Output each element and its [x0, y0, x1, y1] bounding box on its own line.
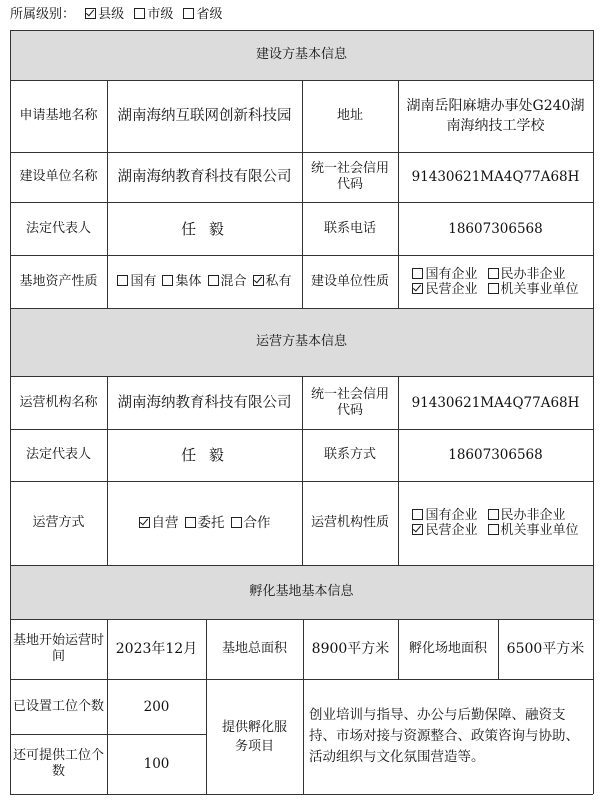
asset-option-state[interactable]: 国有	[117, 274, 156, 290]
builder-phone-label: 联系电话	[323, 220, 376, 236]
operator-nature-nonprofit-checkbox[interactable]	[488, 509, 499, 520]
builder-nature-option-nonprofit[interactable]: 民办非企业	[488, 267, 579, 282]
table-column-line	[398, 619, 399, 679]
operation-mode-label: 运营方式	[32, 515, 85, 530]
level-province-checkbox[interactable]	[183, 8, 194, 19]
address-value: 湖南岳阳麻塘办事处G240湖南海纳技工学校	[406, 98, 585, 134]
builder-nature-label: 建设单位性质	[310, 273, 389, 289]
table-border-left	[10, 30, 11, 794]
incubation-area-value: 6500平方米	[506, 641, 585, 657]
table-column-line	[107, 619, 108, 794]
table-border-right	[593, 30, 594, 794]
total-area-value: 8900平方米	[311, 641, 390, 657]
table-line	[10, 619, 593, 620]
table-column-line	[107, 80, 108, 308]
applicant-name-value: 湖南海纳互联网创新科技园	[117, 108, 292, 124]
asset-option-collective[interactable]: 集体	[162, 274, 201, 290]
operator-nature-options	[398, 481, 593, 565]
builder-nature-option-government[interactable]: 机关事业单位	[488, 282, 579, 297]
services-label: 提供孵化服务项目	[221, 719, 287, 754]
builder-legal-label: 法定代表人	[25, 220, 91, 236]
asset-collective-checkbox[interactable]	[162, 275, 173, 286]
table-border-top	[10, 30, 593, 31]
builder-legal-value: 任 毅	[181, 219, 228, 238]
table-line	[10, 679, 593, 680]
operator-nature-private-checkbox[interactable]	[412, 524, 423, 535]
operator-org-label: 运营机构名称	[19, 394, 98, 410]
builder-phone-value: 18607306568	[448, 220, 543, 237]
level-option-county[interactable]: 县级	[85, 7, 124, 22]
builder-nature-government-checkbox[interactable]	[488, 283, 499, 294]
table-column-line	[302, 80, 303, 308]
level-label: 所属级别：	[10, 7, 76, 22]
builder-credit-label: 统一社会信用代码	[310, 161, 389, 192]
builder-nature-private-checkbox[interactable]	[412, 283, 423, 294]
operator-nature-government-checkbox[interactable]	[488, 524, 499, 535]
level-selection	[10, 5, 222, 25]
start-time-value: 2023年12月	[115, 641, 198, 657]
builder-nature-state-checkbox[interactable]	[412, 268, 423, 279]
table-column-line	[398, 80, 399, 308]
stations-available-label: 还可提供工位个数	[13, 748, 105, 779]
table-column-line	[206, 619, 207, 794]
table-line	[10, 565, 593, 566]
operator-contact-value: 18607306568	[448, 447, 543, 463]
operator-legal-value: 任 毅	[181, 446, 228, 464]
operator-nature-option-nonprofit[interactable]: 民办非企业	[488, 508, 579, 523]
asset-nature-options	[107, 255, 302, 308]
asset-option-private[interactable]: 私有	[253, 274, 292, 290]
asset-nature-label: 基地资产性质	[19, 273, 98, 289]
operator-credit-value: 91430621MA4Q77A68H	[411, 394, 580, 411]
operator-nature-option-private[interactable]: 民营企业	[412, 523, 477, 538]
incubator-section-header: 孵化基地基本信息	[10, 565, 593, 619]
builder-unit-value: 湖南海纳教育科技有限公司	[117, 169, 292, 185]
asset-mixed-checkbox[interactable]	[208, 275, 219, 286]
table-column-line	[398, 376, 399, 565]
mode-option-cooperation[interactable]: 合作	[231, 515, 271, 531]
asset-option-mixed[interactable]: 混合	[208, 274, 247, 290]
mode-cooperation-checkbox[interactable]	[231, 517, 242, 528]
level-county-checkbox[interactable]	[85, 8, 96, 19]
stations-available-value: 100	[143, 756, 170, 772]
mode-option-entrusted[interactable]: 委托	[185, 515, 225, 531]
operator-legal-label: 法定代表人	[25, 447, 91, 462]
table-line	[10, 308, 593, 309]
applicant-name-label: 申请基地名称	[19, 108, 98, 123]
total-area-label: 基地总面积	[221, 641, 287, 656]
builder-unit-label: 建设单位名称	[19, 169, 98, 184]
table-column-line	[107, 376, 108, 565]
operator-nature-option-state[interactable]: 国有企业	[412, 508, 477, 523]
operator-nature-option-government[interactable]: 机关事业单位	[488, 523, 579, 538]
builder-nature-option-private[interactable]: 民营企业	[412, 282, 477, 297]
builder-nature-option-state[interactable]: 国有企业	[412, 267, 477, 282]
level-option-province[interactable]: 省级	[183, 7, 222, 22]
builder-credit-value: 91430621MA4Q77A68H	[411, 169, 580, 185]
stations-set-value: 200	[143, 698, 170, 715]
operation-mode-options	[107, 481, 302, 565]
table-line	[10, 734, 206, 735]
asset-private-checkbox[interactable]	[253, 275, 264, 286]
builder-nature-options	[398, 255, 593, 308]
table-column-line	[302, 376, 303, 565]
builder-section-header: 建设方基本信息	[10, 30, 593, 80]
asset-state-checkbox[interactable]	[117, 275, 128, 286]
builder-nature-nonprofit-checkbox[interactable]	[488, 268, 499, 279]
level-option-city[interactable]: 市级	[134, 7, 173, 22]
operator-section-header: 运营方基本信息	[10, 308, 593, 376]
services-value: 创业培训与指导、办公与后勤保障、融资支持、市场对接与资源整合、政策咨询与协助、活动组织与文化氛围营造等。	[309, 707, 579, 765]
operator-nature-state-checkbox[interactable]	[412, 509, 423, 520]
mode-self-checkbox[interactable]	[139, 517, 150, 528]
operator-credit-label: 统一社会信用代码	[310, 386, 389, 418]
incubation-area-label: 孵化场地面积	[408, 641, 487, 656]
operator-contact-label: 联系方式	[323, 447, 376, 462]
operator-org-value: 湖南海纳教育科技有限公司	[117, 394, 292, 411]
stations-set-label: 已设置工位个数	[13, 698, 105, 714]
mode-entrusted-checkbox[interactable]	[185, 517, 196, 528]
level-city-checkbox[interactable]	[134, 8, 145, 19]
table-column-line	[303, 619, 304, 794]
operator-nature-label: 运营机构性质	[310, 515, 389, 530]
start-time-label: 基地开始运营时间	[13, 633, 105, 664]
mode-option-self[interactable]: 自营	[139, 515, 179, 531]
table-border-bottom	[10, 794, 593, 795]
address-label: 地址	[336, 108, 363, 123]
table-column-line	[498, 619, 499, 679]
